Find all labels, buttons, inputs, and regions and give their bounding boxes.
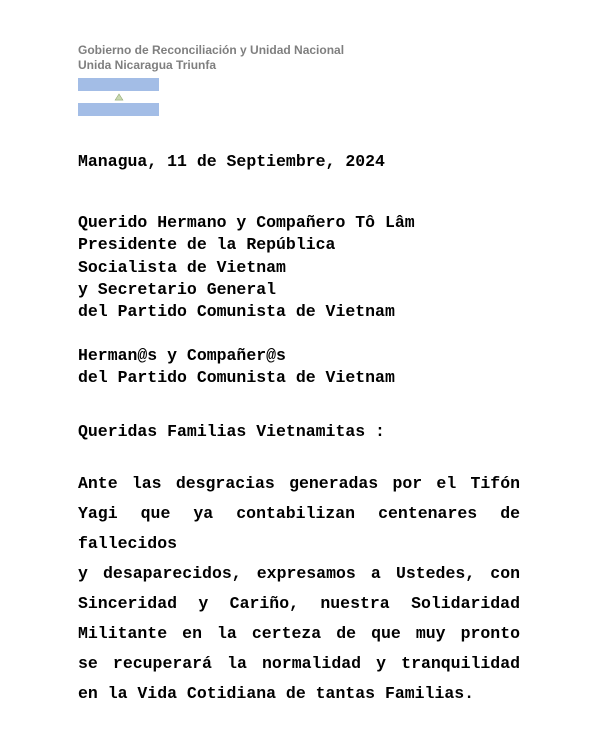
flag-emblem-icon [114, 94, 123, 101]
flag-middle-band [78, 91, 159, 104]
secondary-addressee-line: del Partido Comunista de Vietnam [78, 368, 395, 388]
body-line: Ante las desgracias generadas por el Tifón [78, 474, 520, 493]
addressee-line: y Secretario General [78, 279, 277, 299]
body-line: y desaparecidos, expresamos a Ustedes, con [78, 564, 520, 583]
secondary-addressee-line: Herman@s y Compañer@s [78, 346, 286, 365]
letter-date: Managua, 11 de Septiembre, 2024 [78, 152, 385, 171]
letterhead [78, 43, 344, 73]
body-line: Sinceridad y Cariño, nuestra Solidaridad [78, 594, 520, 613]
addressee-line: Querido Hermano y Compañero Tô Lâm [78, 213, 415, 232]
flag-top-band [78, 78, 159, 91]
letterhead-government-name: Gobierno de Reconciliación y Unidad Nacional [78, 43, 345, 57]
body-line: en la Vida Cotidiana de tantas Familias. [78, 684, 475, 703]
salutation: Queridas Familias Vietnamitas : [78, 422, 385, 441]
addressee-line: Presidente de la República [78, 235, 336, 255]
body-line: Militante en la certeza de que muy pronto [78, 624, 520, 643]
letter-body [78, 469, 520, 709]
addressee-line: del Partido Comunista de Vietnam [78, 302, 395, 322]
body-line: Yagi que ya contabilizan centenares de fallecidos [78, 504, 520, 553]
nicaragua-flag-icon [78, 78, 159, 116]
letterhead-slogan: Unida Nicaragua Triunfa [78, 58, 217, 72]
addressee-line: Socialista de Vietnam [78, 257, 286, 277]
addressee-block [78, 212, 415, 323]
secondary-addressee-block [78, 345, 395, 390]
body-line: se recuperará la normalidad y tranquilidad [78, 654, 520, 673]
flag-bottom-band [78, 103, 159, 116]
